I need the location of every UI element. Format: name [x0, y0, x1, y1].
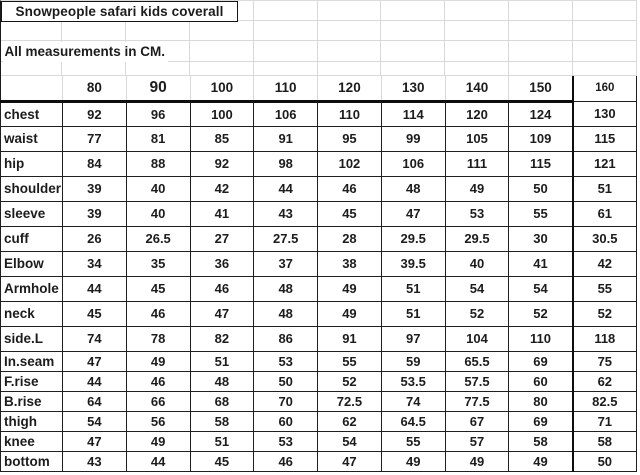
- value-cell: 49: [445, 176, 509, 201]
- value-cell: 45: [126, 276, 190, 301]
- row-label-cell: hip: [1, 151, 63, 176]
- value-cell: 62: [318, 411, 382, 431]
- value-cell: 43: [254, 201, 318, 226]
- empty-cell: [1, 21, 62, 41]
- measurement-row: [1, 451, 637, 471]
- size-column-header: 120: [318, 76, 382, 101]
- measurement-row: [1, 101, 637, 126]
- measurement-row: [1, 226, 637, 251]
- value-cell: 85: [190, 126, 254, 151]
- measurement-row: [1, 351, 637, 371]
- value-cell: 105: [445, 126, 509, 151]
- header-corner-cell: [1, 76, 63, 101]
- value-cell: 52: [318, 371, 382, 391]
- measurement-row: [1, 301, 637, 326]
- empty-cell: [126, 21, 190, 41]
- empty-cell: [509, 41, 573, 62]
- row-label-cell: neck: [1, 301, 63, 326]
- empty-cell: [318, 41, 382, 62]
- value-cell: 51: [381, 301, 445, 326]
- value-cell: 30.5: [573, 226, 637, 251]
- value-cell: 78: [126, 326, 190, 351]
- value-cell: 28: [318, 226, 382, 251]
- value-cell: 124: [509, 101, 573, 126]
- value-cell: 58: [190, 411, 254, 431]
- size-column-header: 160: [573, 76, 637, 101]
- value-cell: 50: [509, 176, 573, 201]
- value-cell: 40: [445, 251, 509, 276]
- value-cell: 45: [63, 301, 127, 326]
- row-label-cell: side.L: [1, 326, 63, 351]
- value-cell: 49: [318, 276, 382, 301]
- empty-cell: [573, 41, 637, 62]
- empty-cell: [509, 21, 573, 41]
- value-cell: 53.5: [381, 371, 445, 391]
- value-cell: 64: [63, 391, 127, 411]
- row-label-cell: sleeve: [1, 201, 63, 226]
- value-cell: 80: [509, 391, 573, 411]
- empty-cell: [190, 21, 254, 41]
- value-cell: 86: [254, 326, 318, 351]
- row-label-cell: knee: [1, 431, 63, 451]
- value-cell: 44: [63, 276, 127, 301]
- value-cell: 47: [318, 451, 382, 471]
- value-cell: 68: [190, 391, 254, 411]
- value-cell: 46: [254, 451, 318, 471]
- value-cell: 26: [63, 226, 127, 251]
- measurement-row: [1, 151, 637, 176]
- value-cell: 27: [190, 226, 254, 251]
- value-cell: 115: [573, 126, 637, 151]
- value-cell: 98: [254, 151, 318, 176]
- value-cell: 104: [445, 326, 509, 351]
- value-cell: 48: [254, 276, 318, 301]
- empty-cell: [62, 62, 126, 76]
- size-header-row: [1, 76, 637, 101]
- value-cell: 58: [509, 431, 573, 451]
- measurement-row: [1, 391, 637, 411]
- empty-cell: [445, 62, 509, 76]
- value-cell: 77: [63, 126, 127, 151]
- value-cell: 46: [318, 176, 382, 201]
- value-cell: 57.5: [445, 371, 509, 391]
- value-cell: 51: [190, 351, 254, 371]
- value-cell: 50: [254, 371, 318, 391]
- size-column-header: 100: [190, 76, 254, 101]
- size-chart-body: [1, 101, 637, 471]
- value-cell: 49: [509, 451, 573, 471]
- value-cell: 115: [509, 151, 573, 176]
- value-cell: 49: [126, 431, 190, 451]
- value-cell: 54: [509, 276, 573, 301]
- value-cell: 54: [63, 411, 127, 431]
- value-cell: 106: [254, 101, 318, 126]
- row-label-cell: waist: [1, 126, 63, 151]
- value-cell: 37: [254, 251, 318, 276]
- value-cell: 44: [126, 451, 190, 471]
- empty-cell: [573, 1, 637, 21]
- value-cell: 44: [254, 176, 318, 201]
- sheet-top-area: [0, 0, 637, 76]
- empty-cell: [381, 41, 445, 62]
- value-cell: 118: [573, 326, 637, 351]
- value-cell: 51: [190, 431, 254, 451]
- empty-cell: [1, 62, 62, 76]
- row-label-cell: bottom: [1, 451, 63, 471]
- value-cell: 60: [254, 411, 318, 431]
- value-cell: 92: [63, 101, 127, 126]
- value-cell: 92: [190, 151, 254, 176]
- value-cell: 99: [381, 126, 445, 151]
- value-cell: 62: [573, 371, 637, 391]
- value-cell: 36: [190, 251, 254, 276]
- value-cell: 46: [190, 276, 254, 301]
- value-cell: 41: [509, 251, 573, 276]
- value-cell: 39: [63, 201, 127, 226]
- value-cell: 47: [190, 301, 254, 326]
- value-cell: 29.5: [381, 226, 445, 251]
- empty-cell: [445, 41, 509, 62]
- value-cell: 49: [318, 301, 382, 326]
- empty-cell: [573, 62, 637, 76]
- value-cell: 54: [318, 431, 382, 451]
- value-cell: 42: [190, 176, 254, 201]
- empty-cell: [573, 21, 637, 41]
- value-cell: 110: [509, 326, 573, 351]
- value-cell: 88: [126, 151, 190, 176]
- value-cell: 100: [190, 101, 254, 126]
- value-cell: 34: [63, 251, 127, 276]
- value-cell: 81: [126, 126, 190, 151]
- measurement-row: [1, 431, 637, 451]
- value-cell: 61: [573, 201, 637, 226]
- empty-cell: [62, 21, 126, 41]
- empty-cell: [381, 62, 445, 76]
- empty-cell: [254, 1, 318, 21]
- size-column-header: 140: [445, 76, 509, 101]
- row-label-cell: Elbow: [1, 251, 63, 276]
- size-column-header: 130: [381, 76, 445, 101]
- value-cell: 52: [509, 301, 573, 326]
- empty-cell: [254, 41, 318, 62]
- measurement-row: [1, 126, 637, 151]
- value-cell: 52: [573, 301, 637, 326]
- value-cell: 50: [573, 451, 637, 471]
- value-cell: 48: [381, 176, 445, 201]
- value-cell: 66: [126, 391, 190, 411]
- value-cell: 47: [63, 351, 127, 371]
- value-cell: 53: [254, 351, 318, 371]
- value-cell: 49: [126, 351, 190, 371]
- value-cell: 120: [445, 101, 509, 126]
- value-cell: 29.5: [445, 226, 509, 251]
- size-chart-table: [0, 76, 637, 472]
- empty-cell: [509, 62, 573, 76]
- empty-cell: [445, 1, 509, 21]
- value-cell: 60: [509, 371, 573, 391]
- value-cell: 56: [126, 411, 190, 431]
- value-cell: 26.5: [126, 226, 190, 251]
- value-cell: 53: [445, 201, 509, 226]
- value-cell: 43: [63, 451, 127, 471]
- value-cell: 40: [126, 176, 190, 201]
- measurement-row: [1, 251, 637, 276]
- value-cell: 69: [509, 351, 573, 371]
- value-cell: 77.5: [445, 391, 509, 411]
- measurement-row: [1, 201, 637, 226]
- value-cell: 97: [381, 326, 445, 351]
- empty-cell: [190, 62, 254, 76]
- value-cell: 72.5: [318, 391, 382, 411]
- value-cell: 102: [318, 151, 382, 176]
- value-cell: 95: [318, 126, 382, 151]
- row-label-cell: B.rise: [1, 391, 63, 411]
- value-cell: 111: [445, 151, 509, 176]
- size-column-header: 80: [63, 76, 127, 101]
- row-label-cell: shoulder: [1, 176, 63, 201]
- value-cell: 71: [573, 411, 637, 431]
- empty-cell: [318, 1, 382, 21]
- measurement-row: [1, 371, 637, 391]
- value-cell: 54: [445, 276, 509, 301]
- value-cell: 55: [573, 276, 637, 301]
- note-cell: All measurements in CM.: [3, 42, 169, 62]
- value-cell: 69: [509, 411, 573, 431]
- value-cell: 110: [318, 101, 382, 126]
- value-cell: 44: [63, 371, 127, 391]
- value-cell: 47: [381, 201, 445, 226]
- value-cell: 53: [254, 431, 318, 451]
- value-cell: 48: [190, 371, 254, 391]
- value-cell: 84: [63, 151, 127, 176]
- value-cell: 46: [126, 301, 190, 326]
- title-cell: Snowpeople safari kids coverall: [1, 1, 238, 22]
- value-cell: 49: [381, 451, 445, 471]
- size-column-header: 90: [126, 76, 190, 101]
- empty-cell: [254, 62, 318, 76]
- value-cell: 52: [445, 301, 509, 326]
- value-cell: 39.5: [381, 251, 445, 276]
- value-cell: 96: [126, 101, 190, 126]
- size-column-header: 110: [254, 76, 318, 101]
- empty-cell: [509, 1, 573, 21]
- value-cell: 58: [573, 431, 637, 451]
- value-cell: 39: [63, 176, 127, 201]
- value-cell: 59: [381, 351, 445, 371]
- value-cell: 55: [509, 201, 573, 226]
- value-cell: 57: [445, 431, 509, 451]
- value-cell: 82: [190, 326, 254, 351]
- value-cell: 70: [254, 391, 318, 411]
- value-cell: 35: [126, 251, 190, 276]
- value-cell: 74: [63, 326, 127, 351]
- empty-cell: [445, 21, 509, 41]
- value-cell: 91: [318, 326, 382, 351]
- value-cell: 109: [509, 126, 573, 151]
- value-cell: 51: [573, 176, 637, 201]
- value-cell: 27.5: [254, 226, 318, 251]
- empty-cell: [318, 62, 382, 76]
- value-cell: 130: [573, 101, 637, 126]
- row-label-cell: Armhole: [1, 276, 63, 301]
- value-cell: 42: [573, 251, 637, 276]
- value-cell: 55: [381, 431, 445, 451]
- value-cell: 91: [254, 126, 318, 151]
- value-cell: 51: [381, 276, 445, 301]
- empty-cell: [381, 1, 445, 21]
- value-cell: 40: [126, 201, 190, 226]
- grid-row: [1, 21, 637, 41]
- empty-cell: [381, 21, 445, 41]
- row-label-cell: thigh: [1, 411, 63, 431]
- measurement-row: [1, 276, 637, 301]
- value-cell: 65.5: [445, 351, 509, 371]
- value-cell: 49: [445, 451, 509, 471]
- empty-cell: [318, 21, 382, 41]
- measurement-row: [1, 326, 637, 351]
- grid-row: [1, 62, 637, 76]
- value-cell: 64.5: [381, 411, 445, 431]
- size-column-header: 150: [509, 76, 573, 101]
- value-cell: 67: [445, 411, 509, 431]
- value-cell: 106: [381, 151, 445, 176]
- measurement-row: [1, 176, 637, 201]
- value-cell: 75: [573, 351, 637, 371]
- value-cell: 74: [381, 391, 445, 411]
- measurement-row: [1, 411, 637, 431]
- value-cell: 46: [126, 371, 190, 391]
- row-label-cell: cuff: [1, 226, 63, 251]
- value-cell: 82.5: [573, 391, 637, 411]
- value-cell: 41: [190, 201, 254, 226]
- value-cell: 47: [63, 431, 127, 451]
- value-cell: 30: [509, 226, 573, 251]
- value-cell: 45: [190, 451, 254, 471]
- value-cell: 121: [573, 151, 637, 176]
- row-label-cell: chest: [1, 101, 63, 126]
- row-label-cell: In.seam: [1, 351, 63, 371]
- empty-cell: [254, 21, 318, 41]
- value-cell: 114: [381, 101, 445, 126]
- empty-cell: [190, 41, 254, 62]
- value-cell: 38: [318, 251, 382, 276]
- value-cell: 48: [254, 301, 318, 326]
- empty-cell: [126, 62, 190, 76]
- row-label-cell: F.rise: [1, 371, 63, 391]
- value-cell: 45: [318, 201, 382, 226]
- value-cell: 55: [318, 351, 382, 371]
